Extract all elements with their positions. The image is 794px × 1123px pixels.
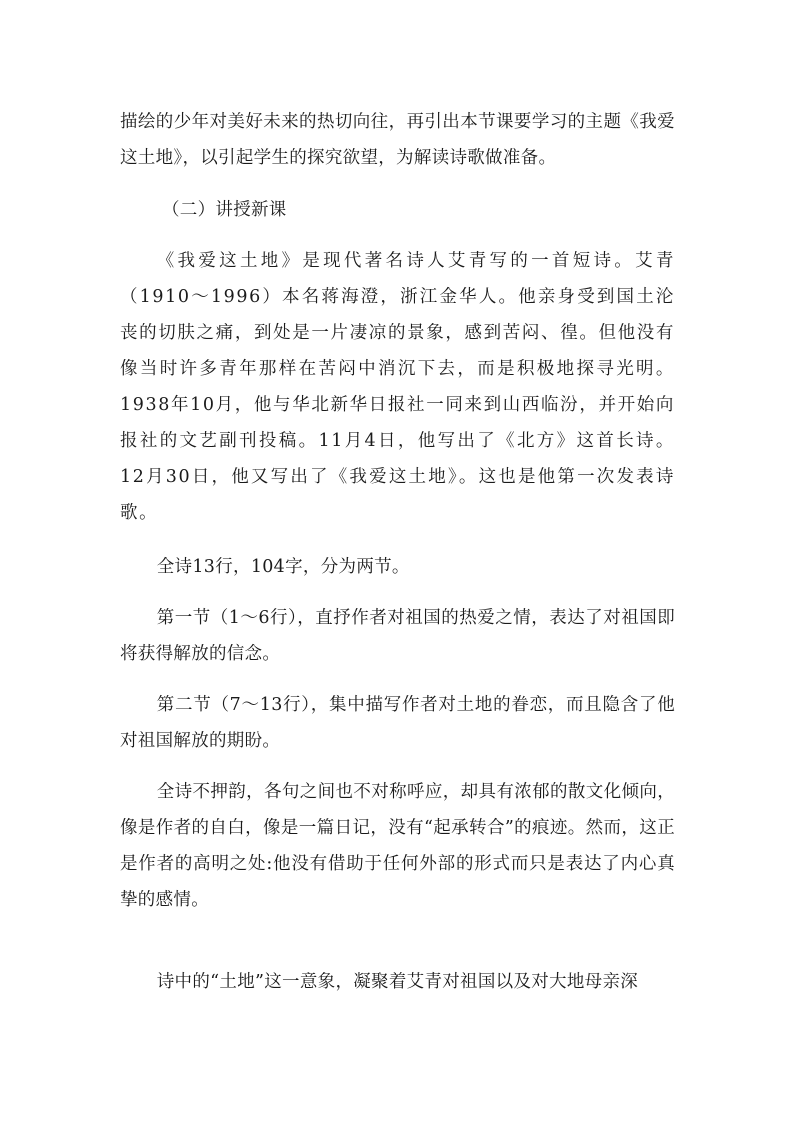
paragraph-poet-background: 《我爱这土地》是现代著名诗人艾青写的一首短诗。艾青（1910～1996）本名蒋海澄，浙江金华人。他亲身受到国土沦丧的切肤之痛，到处是一片凄凉的景象，感到苦闷、徨。但他没有像当时许多青年那样在苦闷中消沉下去，而是积极地探寻光明。1938年10月，他与华北新华日报社一同来到山西临汾，并开始向报社的文艺副刊投稿。11月4日，他写出了《北方》这首长诗。12月30日，他又写出了《我爱这土地》。这也是他第一次发表诗歌。 bbox=[120, 251, 675, 523]
paragraph-intro-continued: 描绘的少年对美好未来的热切向往，再引出本节课要学习的主题《我爱这土地》，以引起学生的探究欲望，为解读诗歌做准备。 bbox=[120, 112, 675, 168]
paragraph-style-analysis: 全诗不押韵，各句之间也不对称呼应，却具有浓郁的散文化倾向，像是作者的自白，像是一篇日记，没有“起承转合”的痕迹。然而，这正是作者的高明之处:他没有借助于任何外部的形式而只是表达了内心真挚的感情。 bbox=[120, 782, 675, 910]
section-heading-new-lesson: （二）讲授新课 bbox=[162, 200, 287, 220]
paragraph-imagery: 诗中的“土地”这一意象，凝聚着艾青对祖国以及对大地母亲深 bbox=[156, 972, 639, 992]
paragraph-second-section: 第二节（7～13行），集中描写作者对土地的眷恋，而且隐含了他对祖国解放的期盼。 bbox=[120, 695, 675, 751]
paragraph-first-section: 第一节（1～6行），直抒作者对祖国的热爱之情，表达了对祖国即将获得解放的信念。 bbox=[120, 608, 675, 664]
paragraph-poem-structure: 全诗13行，104字，分为两节。 bbox=[156, 557, 410, 577]
